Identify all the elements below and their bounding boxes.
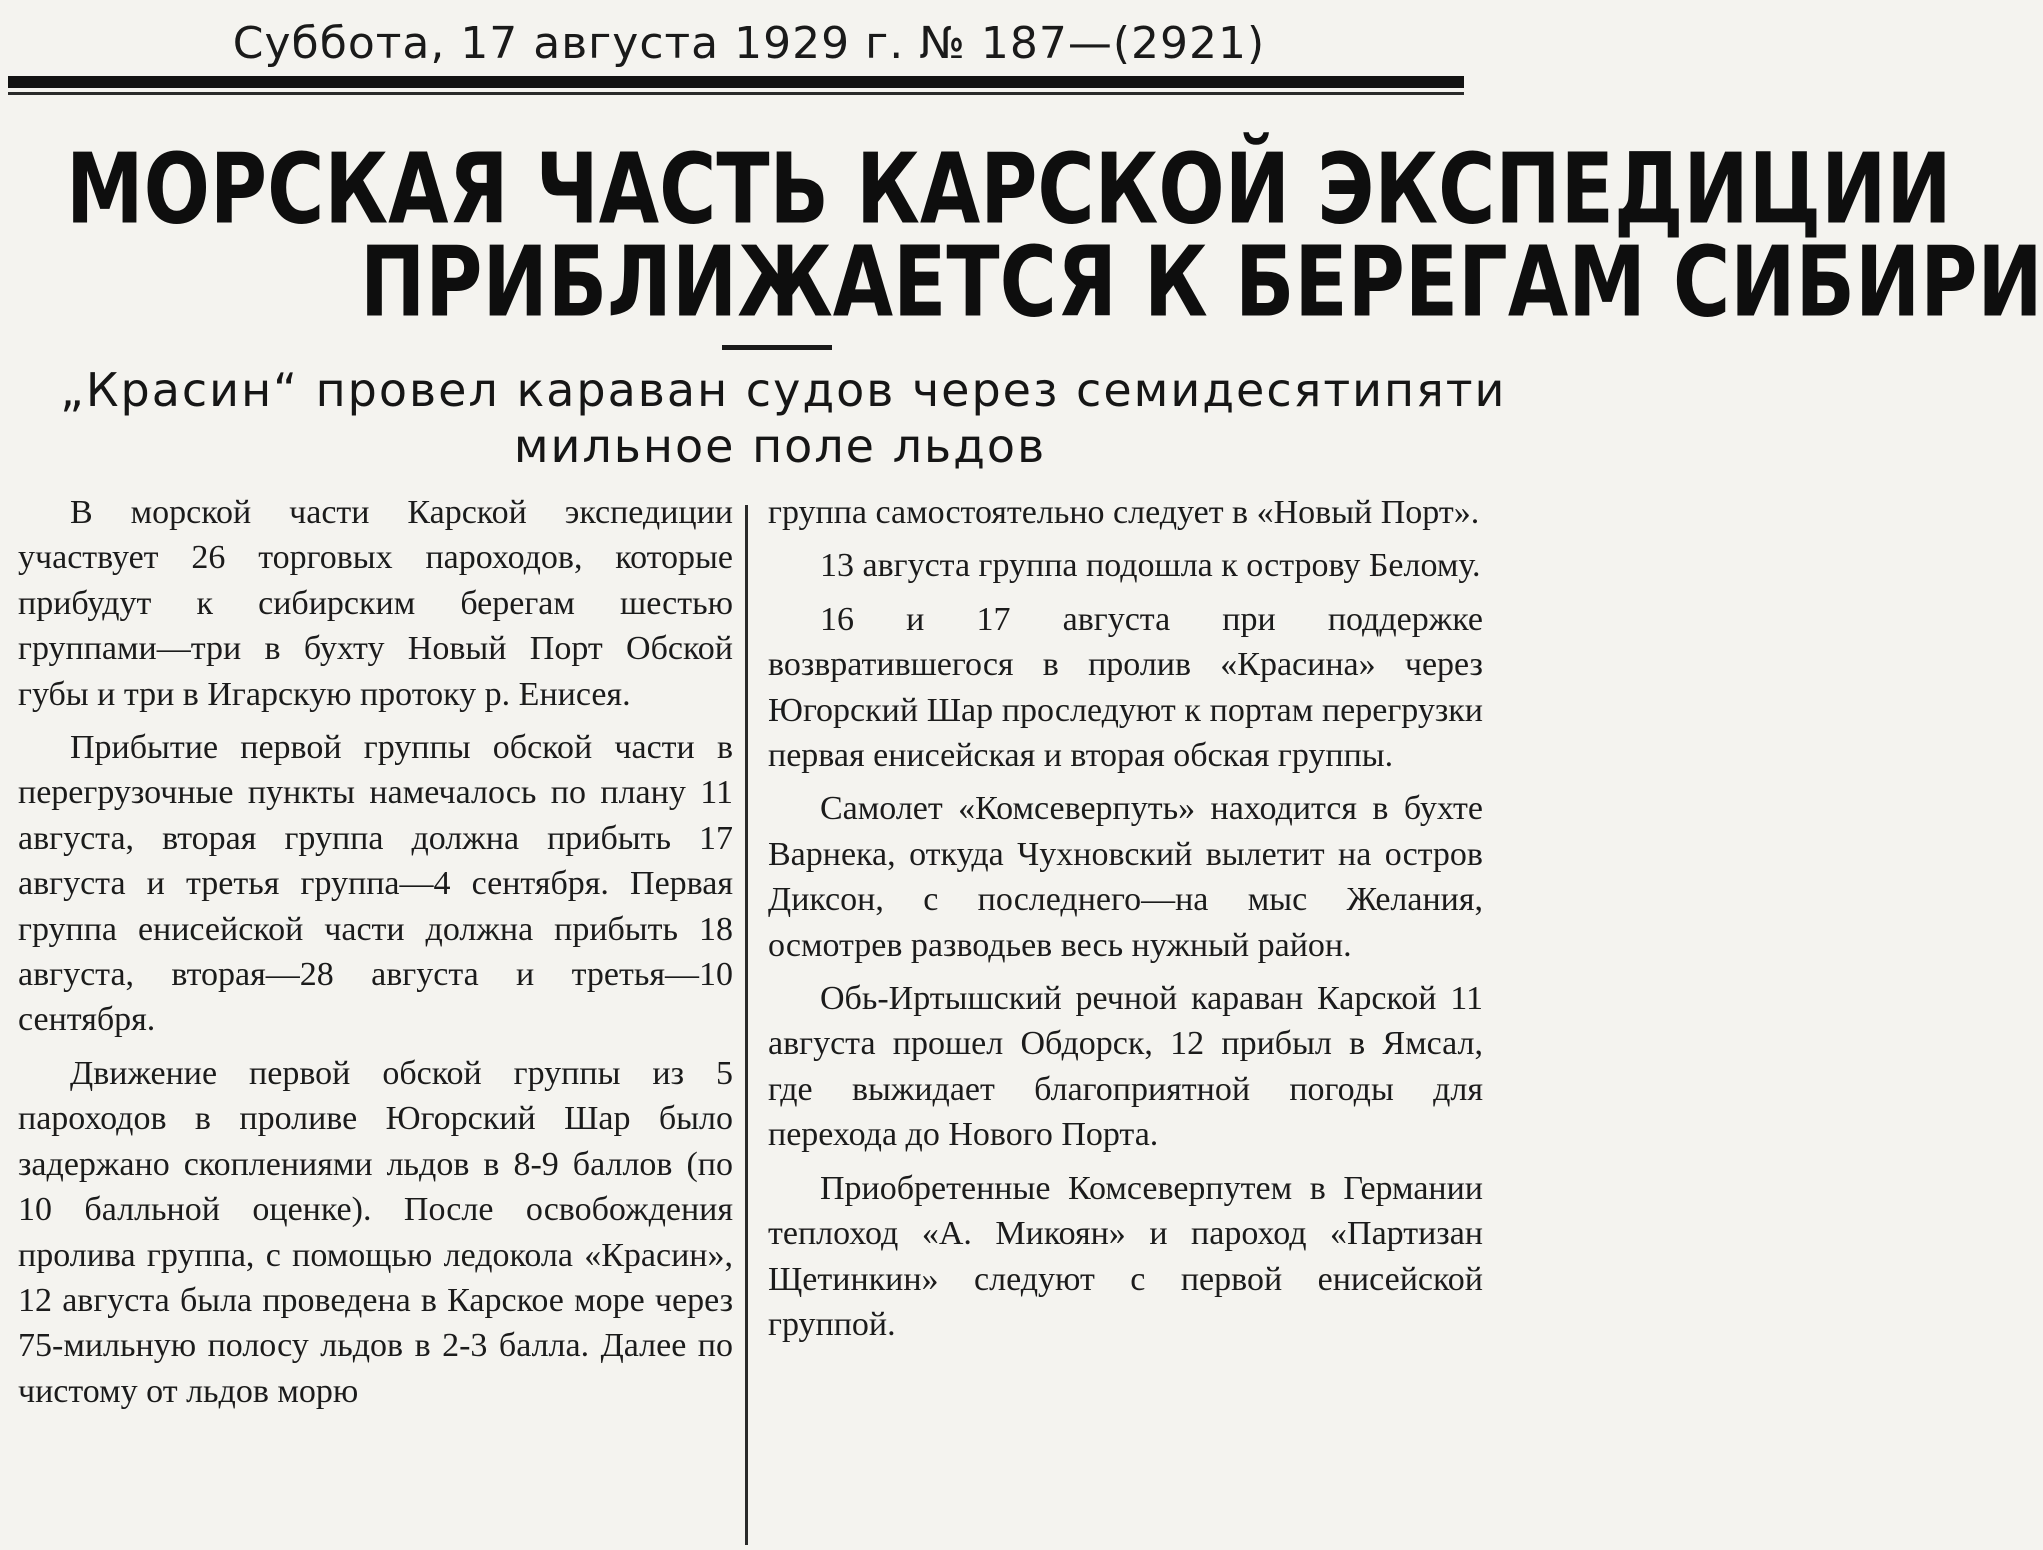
article-paragraph: Движение первой обской группы из 5 пароходов в проливе Югорский Шар было задержано скоплениями льдов в 8-9 баллов (по 10 балльной оценке). После освобождения пролива группа, с помощью ледокола «Красин», 12 августа была проведена в Карское море через 75-мильную полосу льдов в 2-3 балла. Далее по чистому от льдов морю	[18, 1054, 733, 1410]
article-left-column	[18, 490, 733, 1422]
article-paragraph: Прибытие первой группы обской части в перегрузочные пункты намечалось по плану 11 августа, вторая группа должна прибыть 17 августа и третья группа—4 сентября. Первая группа енисейской части должна прибыть 18 августа, вторая—28 августа и третья—10 сентября.	[18, 729, 733, 1039]
article-paragraph: 13 августа группа подошла к острову Белому.	[820, 547, 1481, 585]
article-paragraph: Самолет «Комсеверпуть» находится в бухте Варнека, откуда Чухновский вылетит на остров Диксон, с последнего—на мыс Желания, осмотрев разводьев весь нужный район.	[768, 790, 1483, 964]
article-paragraph: Обь-Иртышский речной караван Карской 11 августа прошел Обдорск, 12 прибыл в Ямсал, где выжидает благоприятной погоды для перехода до Нового Порта.	[768, 980, 1483, 1154]
dateline: Суббота, 17 августа 1929 г. № 187—(2921)	[232, 18, 1266, 69]
article-right-column	[768, 490, 1483, 1355]
headline-line-1: МОРСКАЯ ЧАСТЬ КАРСКОЙ ЭКСПЕДИЦИИ	[66, 133, 1952, 247]
header-rule-thin	[8, 92, 1464, 95]
headline-line-2: ПРИБЛИЖАЕТСЯ К БЕРЕГАМ СИБИРИ	[360, 226, 2043, 340]
article-paragraph: В морской части Карской экспедиции участвует 26 торговых пароходов, которые прибудут к сибирским берегам шестью группами—три в бухту Новый Порт Обской губы и три в Игарскую протоку р. Енисея.	[18, 494, 733, 713]
subheadline-line-1: „Красин“ провел караван судов через семидесятипяти	[60, 363, 1507, 417]
subheadline-line-2: мильное поле льдов	[513, 419, 1047, 473]
headline-divider	[722, 345, 832, 350]
column-divider	[745, 505, 748, 1545]
header-rule-thick	[8, 76, 1464, 88]
article-paragraph-continued: группа самостоятельно следует в «Новый Порт».	[768, 494, 1480, 531]
article-paragraph: Приобретенные Комсеверпутем в Германии теплоход «А. Микоян» и пароход «Партизан Щетинкин» следуют с первой енисейской группой.	[768, 1169, 1483, 1343]
article-paragraph: 16 и 17 августа при поддержке возвратившегося в пролив «Красина» через Югорский Шар проследуют к портам перегрузки первая енисейская и вторая обская группы.	[768, 600, 1483, 775]
